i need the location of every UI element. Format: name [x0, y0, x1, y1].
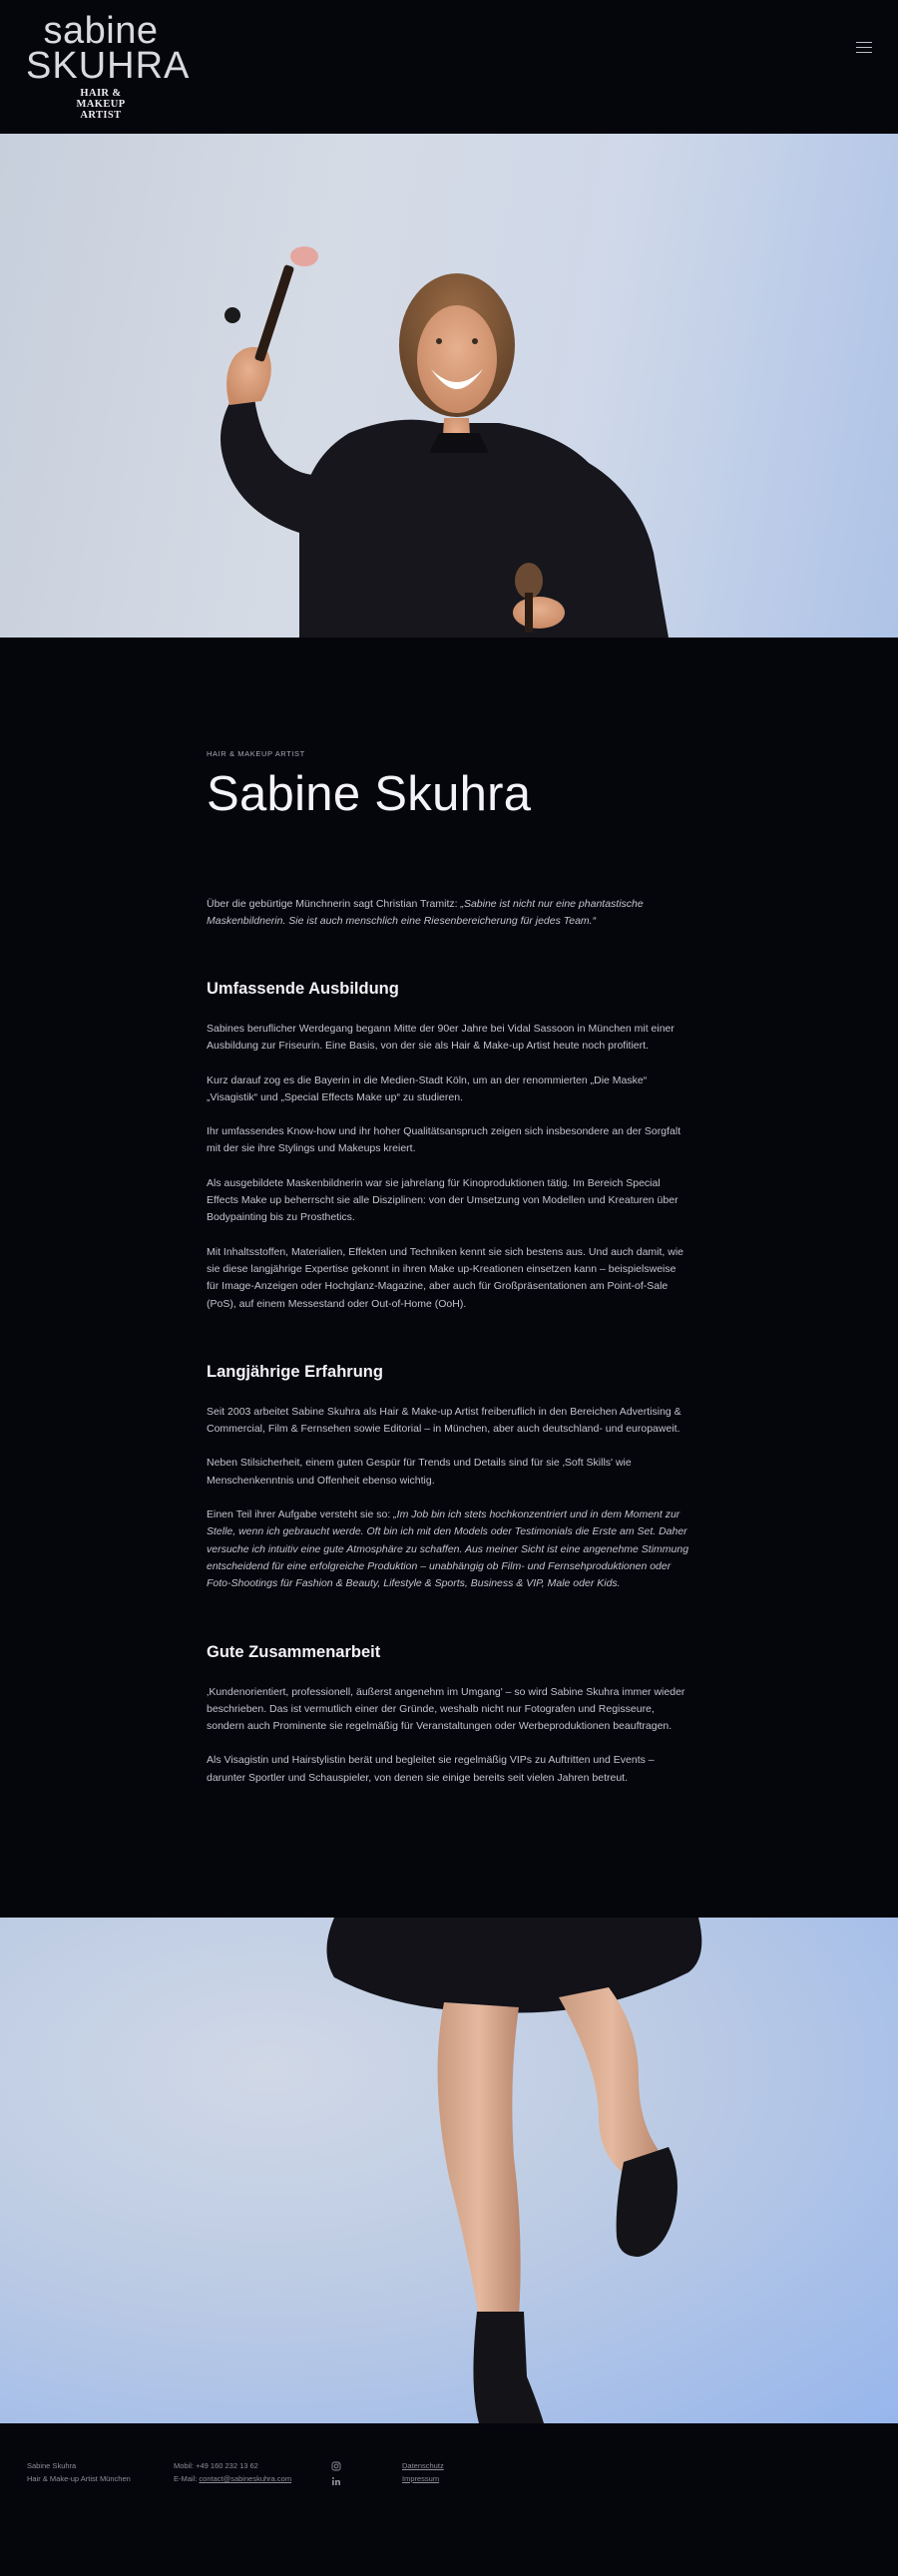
- logo-sub-line: MAKEUP: [76, 99, 126, 110]
- hamburger-menu-icon[interactable]: [856, 42, 872, 54]
- footer-email-label: E-Mail:: [174, 2474, 200, 2484]
- woman-with-brushes-illustration: [0, 134, 898, 638]
- linkedin-icon[interactable]: [331, 2476, 341, 2486]
- section-heading: Umfassende Ausbildung: [207, 980, 399, 998]
- quote-intro: Einen Teil ihrer Aufgabe versteht sie so:: [207, 1508, 394, 1521]
- page-title: Sabine Skuhra: [207, 767, 532, 821]
- section-heading: Gute Zusammenarbeit: [207, 1642, 381, 1661]
- content-column: [207, 749, 690, 1787]
- hero-image-top: [0, 134, 898, 638]
- section-heading: Langjährige Erfahrung: [207, 1362, 383, 1381]
- instagram-icon[interactable]: [331, 2461, 341, 2471]
- paragraph: Sabines beruflicher Werdegang begann Mitte der 90er Jahre bei Vidal Sassoon in München mit einer Ausbildung zur Friseurin. Eine Basis, von der sie als Hair & Make-up Artist heute noch profitiert.: [207, 1023, 674, 1053]
- paragraph: Neben Stilsicherheit, einem guten Gespür für Trends und Details sind für sie ‚Soft Skills' wie Menschenkenntnis und Offenheit ebenso wichtig.: [207, 1457, 632, 1487]
- paragraph: Seit 2003 arbeitet Sabine Skuhra als Hair & Make-up Artist freiberuflich in den Bereichen Advertising & Commercial, Film & Fernsehen sowie Editorial – in München, aber auch deutschland- und europaweit.: [207, 1405, 681, 1436]
- footer-email-link[interactable]: contact@sabineskuhra.com: [199, 2474, 292, 2484]
- footer-contact: [174, 2459, 291, 2485]
- paragraph: Als ausgebildete Maskenbildnerin war sie jahrelang für Kinoproduktionen tätig. Im Bereich Special Effects Make up beherrscht sie alle Disziplinen: von der Umsetzung von Modellen und Kreaturen über Bodypainting bis zu Prosthetics.: [207, 1176, 678, 1224]
- paragraph: Ihr umfassendes Know-how und ihr hoher Qualitätsanspruch zeigen sich insbesondere an der Sorgfalt mit der sie ihre Stylings und Makeups kreiert.: [207, 1125, 681, 1155]
- paragraph: Als Visagistin und Hairstylistin berät und begleitet sie regelmäßig VIPs zu Auftritten und Events – darunter Sportler und Schauspieler, von denen sie einige bereits seit vielen Jahren betreut.: [207, 1754, 655, 1784]
- logo-sub-line: ARTIST: [80, 110, 122, 121]
- footer-legal: [402, 2459, 444, 2485]
- quote-paragraph: [207, 1506, 690, 1592]
- footer-email-line: [174, 2472, 291, 2485]
- logo-sub-line: HAIR &: [80, 88, 122, 99]
- jumping-legs-illustration: [0, 1918, 898, 2423]
- privacy-link[interactable]: Datenschutz: [402, 2461, 444, 2471]
- footer-social: [331, 2461, 341, 2491]
- logo-wordmark-last: SKUHRA: [26, 45, 191, 87]
- intro-quote: „Sabine ist nicht nur eine phantastische Maskenbildnerin. Sie ist auch menschlich eine Riesenbereicherung für jedes Team.“: [207, 898, 644, 927]
- footer-tagline: Hair & Make-up Artist München: [27, 2474, 131, 2484]
- main-content: [0, 638, 898, 1918]
- imprint-link[interactable]: Impressum: [402, 2474, 440, 2484]
- quote-text: „Im Job bin ich stets hochkonzentriert und in dem Moment zur Stelle, wenn ich gebraucht werde. Oft bin ich mit den Models oder Testimonials die Erste am Set. Daher versuche ich intuitiv eine gute Atmosphäre zu schaffen. Aus meiner Sicht ist eine angenehme Stimmung entscheidend für eine erfolgreiche Produktion – unabhängig ob Film- und Fernsehproduktionen oder Foto-Shootings für Fashion & Beauty, Lifestyle & Sports, Business & VIP, Male oder Kids.: [207, 1508, 689, 1590]
- paragraph: Mit Inhaltsstoffen, Materialien, Effekten und Techniken kennt sie sich bestens aus. Und auch damit, wie sie diese langjährige Expertise gekonnt in ihren Make up-Kreationen einsetzen kann – beispielsweise für Image-Anzeigen oder Hochglanz-Magazine, aber auch für Großpräsentationen am Point-of-Sale (PoS), auf einem Messestand oder Out-of-Home (OoH).: [207, 1245, 684, 1310]
- hero-image-bottom: [0, 1918, 898, 2423]
- site-header: [0, 0, 898, 134]
- paragraph: Kurz darauf zog es die Bayerin in die Medien-Stadt Köln, um an der renommierten „Die Maske“ „Visagistik“ und „Special Effects Make up“ zu studieren.: [207, 1073, 648, 1103]
- site-footer: [0, 2423, 898, 2523]
- footer-company: [27, 2459, 131, 2485]
- site-logo[interactable]: [26, 10, 191, 121]
- paragraph: ‚Kundenorientiert, professionell, äußerst angenehm im Umgang' – so wird Sabine Skuhra immer wieder beschrieben. Das ist vermutlich einer der Gründe, weshalb nicht nur Fotografen und Regisseure, sondern auch Prominente sie regelmäßig für Veranstaltungen oder Werbeproduktionen beauftragen.: [207, 1685, 685, 1733]
- intro-text: [207, 896, 690, 930]
- footer-mobile[interactable]: Mobil: +49 160 232 13 62: [174, 2461, 258, 2471]
- intro-plain: Über die gebürtige Münchnerin sagt Christian Tramitz:: [207, 898, 461, 910]
- footer-name: Sabine Skuhra: [27, 2461, 77, 2471]
- eyebrow-label: HAIR & MAKEUP ARTIST: [207, 749, 305, 758]
- logo-wordmark-first: sabine: [43, 10, 159, 52]
- logo-subtitle: [26, 88, 176, 121]
